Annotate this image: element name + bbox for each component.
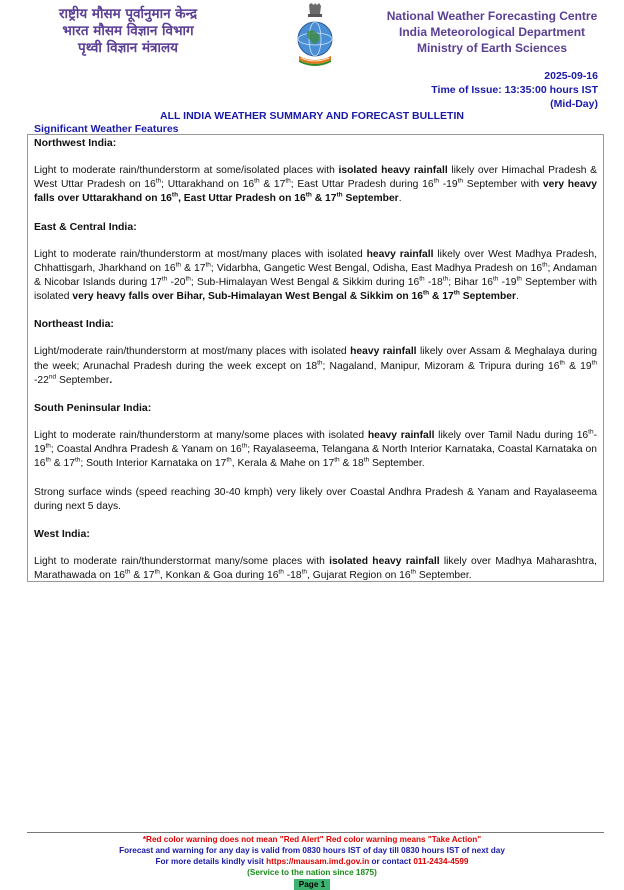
- text-segment: ; Rayalaseema, Telangana & North Interior Karnataka, Coastal Karnataka on 16: [34, 444, 597, 470]
- ordinal-suffix: th: [492, 275, 499, 283]
- text-segment: & 17: [130, 570, 155, 582]
- ordinal-suffix: th: [154, 568, 160, 576]
- ordinal-suffix: th: [442, 275, 449, 283]
- ordinal-suffix: th: [185, 275, 191, 283]
- text-segment: likely over Madhya Maharashtra, Marathawada on 16: [34, 556, 597, 582]
- ordinal-suffix: th: [278, 568, 284, 576]
- emphasis-text: heavy rainfall: [350, 346, 417, 358]
- text-segment: -19: [34, 430, 598, 456]
- english-line-3: Ministry of Earth Sciences: [416, 41, 568, 55]
- ordinal-suffix: th: [334, 457, 340, 465]
- ordinal-suffix: th: [591, 359, 597, 367]
- text-segment: ; Sub-Himalayan West Bengal & Sikkim during 16: [190, 277, 420, 289]
- english-line-2: India Meteorological Department: [398, 25, 586, 39]
- ordinal-suffix: th: [241, 442, 248, 450]
- text-segment: ; Vidarbha, Gangetic West Bengal, Odisha, East Madhya Pradesh on 16: [210, 262, 543, 274]
- emphasis-text: isolated heavy rainfall: [329, 556, 440, 568]
- region-paragraph: [34, 248, 597, 305]
- region-heading: Northwest India:: [34, 137, 117, 149]
- region-heading: Northeast India:: [34, 318, 114, 331]
- emphasis-text: heavy rainfall: [367, 430, 435, 442]
- ordinal-suffix: th: [45, 457, 51, 465]
- ordinal-suffix: th: [317, 359, 323, 367]
- contact-note: [0, 856, 624, 867]
- ordinal-suffix: th: [205, 261, 211, 269]
- ordinal-suffix: th: [453, 289, 460, 297]
- text-segment: ; Bihar 16: [448, 277, 493, 289]
- text-segment: & 17: [180, 262, 206, 274]
- issue-period: (Mid-Day): [550, 98, 598, 110]
- ordinal-suffix: th: [336, 191, 343, 199]
- emphasis-text: heavy rainfall: [366, 248, 434, 260]
- weather-features-box: [27, 134, 604, 582]
- text-segment: & 19: [564, 360, 592, 372]
- region-heading: West India:: [34, 528, 90, 541]
- text-segment: -19: [439, 179, 458, 191]
- text-segment: September: [56, 374, 110, 386]
- ordinal-suffix: th: [301, 568, 308, 576]
- ordinal-suffix: th: [363, 457, 370, 465]
- text-segment: Strong surface winds (speed reaching 30-40 kmph) very likely over Coastal Andhra Pradesh & Yanam and Rayalaseema during next 5 days.: [34, 486, 597, 512]
- text-segment: likely over Himachal Pradesh & West Uttar Pradesh on 16: [34, 165, 597, 191]
- ordinal-suffix: th: [171, 191, 179, 199]
- region-paragraph: [34, 429, 597, 472]
- emphasis-text: very heavy falls over Uttarakhand on 16: [34, 179, 597, 205]
- ordinal-suffix: th: [559, 359, 565, 367]
- ordinal-suffix: th: [125, 568, 131, 576]
- text-segment: likely over Tamil Nadu during 16: [434, 430, 589, 442]
- text-segment: -18: [424, 277, 443, 289]
- emphasis-text: .: [109, 374, 113, 386]
- text-segment: September with isolated: [34, 277, 598, 303]
- emphasis-text: September: [342, 193, 399, 205]
- footer-divider: [27, 832, 604, 833]
- emphasis-text: , East Uttar Pradesh on 16: [178, 193, 306, 205]
- region-heading: East & Central India:: [34, 220, 137, 233]
- text-segment: & 17: [259, 179, 286, 191]
- features-heading: Significant Weather Features: [34, 123, 179, 135]
- ordinal-suffix: nd: [48, 373, 57, 381]
- ordinal-suffix: th: [542, 261, 548, 269]
- ordinal-suffix: th: [175, 261, 181, 269]
- text-segment: Light/moderate rain/thunderstorm at most/many places with isolated: [34, 346, 351, 358]
- details-prefix: For more details kindly visit: [155, 857, 267, 866]
- emphasis-text: isolated heavy rainfall: [338, 165, 448, 176]
- text-segment: -22: [34, 374, 49, 386]
- imd-emblem-icon: [293, 2, 337, 66]
- text-segment: ; Coastal Andhra Pradesh & Yanam on 16: [50, 444, 242, 456]
- text-segment: Light to moderate rain/thunderstormat many/some places with: [34, 556, 330, 568]
- text-segment: ; South Interior Karnataka on 17: [80, 458, 227, 470]
- text-segment: , Kerala & Mahe on 17: [231, 458, 335, 470]
- ordinal-suffix: th: [161, 275, 168, 283]
- region-paragraph: [34, 164, 597, 207]
- service-note: (Service to the nation since 1875): [247, 868, 377, 877]
- text-segment: & 17: [50, 458, 75, 470]
- text-segment: .: [515, 291, 519, 303]
- text-segment: -20: [167, 277, 186, 289]
- issue-info: [431, 69, 598, 111]
- text-segment: likely over Assam & Meghalaya during the week; Arunachal Pradesh during the week except on 18: [34, 346, 597, 372]
- english-line-1: National Weather Forecasting Centre: [386, 9, 598, 23]
- text-segment: Light to moderate rain/thunderstorm at some/isolated places with: [34, 165, 339, 176]
- ordinal-suffix: th: [516, 275, 522, 283]
- text-segment: September.: [369, 458, 425, 470]
- issue-date: 2025-09-16: [544, 70, 598, 82]
- ordinal-suffix: th: [410, 568, 417, 576]
- text-segment: , Konkan & Goa during 16: [159, 570, 279, 582]
- issue-time: Time of Issue: 13:35:00 hours IST: [431, 84, 598, 96]
- text-segment: & 18: [339, 458, 364, 470]
- hindi-line-1: राष्ट्रीय मौसम पूर्वानुमान केन्द्र: [58, 6, 198, 22]
- region-paragraph: [34, 486, 597, 514]
- page-number: Page 1: [294, 879, 330, 890]
- emphasis-text: & 17: [429, 291, 454, 303]
- text-segment: , Gujarat Region on 16: [307, 570, 411, 582]
- region-heading: South Peninsular India:: [34, 402, 152, 415]
- text-segment: September with: [463, 179, 543, 191]
- text-segment: -19: [498, 277, 517, 289]
- text-segment: Light to moderate rain/thunderstorm at most/many places with isolated: [34, 248, 367, 260]
- footer: [0, 834, 624, 890]
- text-segment: ; East Uttar Pradesh during 16: [290, 179, 434, 191]
- text-segment: -18: [283, 570, 302, 582]
- ordinal-suffix: th: [155, 177, 162, 185]
- emphasis-text: very heavy falls over Bihar, Sub-Himalayan West Bengal & Sikkim on 16: [72, 291, 423, 303]
- validity-note: Forecast and warning for any day is valid from 0830 hours IST of day till 0830 hours IST of next day: [119, 846, 505, 855]
- text-segment: ; Nagaland, Manipur, Mizoram & Tripura during 16: [322, 360, 560, 372]
- hindi-line-3: पृथ्वी विज्ञान मंत्रालय: [78, 40, 178, 56]
- details-middle: or contact: [369, 857, 414, 866]
- website-link[interactable]: https://mausam.imd.gov.in: [266, 857, 370, 866]
- ordinal-suffix: th: [285, 177, 291, 185]
- ordinal-suffix: th: [305, 191, 312, 199]
- region-paragraph: [34, 555, 597, 583]
- region-paragraph: [34, 345, 597, 388]
- hindi-line-2: भारत मौसम विज्ञान विभाग: [62, 23, 194, 39]
- ordinal-suffix: th: [422, 289, 430, 297]
- text-segment: ; Andaman & Nicobar Islands during 17: [34, 262, 597, 289]
- ordinal-suffix: th: [419, 275, 425, 283]
- ordinal-suffix: th: [254, 177, 260, 185]
- ordinal-suffix: th: [74, 457, 81, 465]
- text-segment: likely over West Madhya Pradesh, Chhattisgarh, Jharkhand on 16: [34, 248, 597, 274]
- ordinal-suffix: th: [588, 428, 594, 436]
- contact-phone: 011-2434-4599: [413, 857, 469, 866]
- hindi-header: [28, 6, 228, 57]
- text-segment: Light to moderate rain/thunderstorm at many/some places with isolated: [34, 430, 368, 442]
- bulletin-title: ALL INDIA WEATHER SUMMARY AND FORECAST BULLETIN: [160, 110, 464, 122]
- warning-note: *Red color warning does not mean "Red Alert" Red color warning means "Take Action": [142, 835, 482, 844]
- ordinal-suffix: th: [433, 177, 440, 185]
- text-segment: September.: [416, 570, 472, 582]
- emphasis-text: & 17: [311, 193, 337, 205]
- text-segment: .: [398, 193, 402, 205]
- text-segment: ; Uttarakhand on 16: [161, 179, 255, 191]
- emphasis-text: September: [459, 291, 516, 303]
- english-header: [372, 8, 612, 56]
- ordinal-suffix: th: [457, 177, 464, 185]
- ordinal-suffix: th: [45, 442, 51, 450]
- ordinal-suffix: th: [226, 457, 232, 465]
